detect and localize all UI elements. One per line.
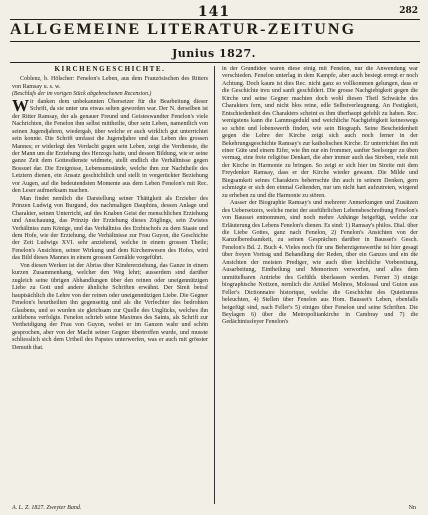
section-title: KIRCHENGESCHICHTE. bbox=[54, 66, 166, 73]
issue-number: 141 bbox=[197, 4, 231, 20]
right-column bbox=[222, 66, 418, 504]
paragraph: Wir danken dem unbekannten Übersetzer für die Bearbeitung dieser Schrift, da sie unter uns etwas selten geworden war. Der N. derselben ist der Ritter Ramsay, der als genauer Freund und Geisteswandter Fenelon's viele Nachrichten, die Fenelon ihm selbst mittheilte, über sein Leben, namentlich von seinen Jugendjahren, wiedergab, über welche er auch wirklich gut unterrichtet sein konnte. Die Schrift umfasst die Jugendjahre und das Leben des grossen Mannes; er widerlegt den Verdacht gegen sein Leben, zeigt die Verdienste, die der Mann um die Erziehung des Herzogs hatte, und dessen Bildung, wie er seine ganze Zeit dem Gottesdienste widmete, stellt endlich die Verhältnisse gegen Bossuet dar. Die Ereignisse, Lebensumstände, welche ihm zur Nachtheile des Letztern dienen, ein Ansatz geschichtlich und stellt in vorgerückter Beziehung vor Augen, auf die bedeutendsten Momente aus dem Leben Fenelon's mit Rec. den Leser aufmerksam machen. bbox=[12, 95, 208, 195]
paragraph: Ausser der Biographie Ramsay's und mehrerer Anmerkungen und Zusätzen des Uebersetzers, welche meist der ausführlichen Lebensbeschreibung Fenelon's von Bausset entnommen, sind noch mehre Anhänge beigefügt, welche zur Erläuterung des Lebens Fenelon's dienen. Es sind: 1) Ramsay's philos. Dial. über die Liebe Gottes, ganz nach Fenelon, 2) Fenelon's Ansichten von der Kanzelberedsamkeit, zu seinen Gesprächen darüber in Bausset's Gesch. Fenelon's Bd. 2. Buch 4. Vieles noch für uns Beherzigenswerthe ist hier gesagt über freyen Vortrag und Behandlung der Reden, über ein Ganzes und ein die Ansichten der meisten Prediger, wie auch über kirchliche Vorbereitung, Ausarbeitung, Eintheilung und Memoriren verworfen, und alles dem unmittelbaren Antriebe des Gefühls überlassen werden. Ferner 3) einige biographische Notizen, nemlich die Artikel Molinos, Molossal und Guion aus Feller's Dictionnaire historique, welche die Geschichte des Quietismus beleuchten, 4) Stellen über Fenelon aus Hom. Bausset's Leben, ebenfalls beigefügt sind, nach Feller's 5) einiges über Fenelon und seine Schriften. Die Beylagen 6) über die Metropolitankirche in Cambray und 7) die Gedächtnissfeyer Fenelon's bbox=[222, 200, 418, 326]
masthead-rule bbox=[10, 41, 420, 42]
left-column bbox=[12, 66, 208, 504]
masthead-title: ALLGEMEINE LITERATUR-ZEITUNG bbox=[10, 21, 357, 38]
column-divider bbox=[214, 66, 215, 504]
top-rule bbox=[10, 19, 420, 20]
paragraph: Von diesen Werken ist der Abriss über Kindererziehung, das Ganze in einem kurzen Zusammenhang, welcher den Weg lehrt; ausserdem sind darüber zugleich seine übrigen Abhandlungen über den reinen oder uneigennützigen Liebe zu Gott und andere ähnliche Schriften erwähnt. Der Streit betraf hauptsächlich die Lehre von der reinen oder uneigennützigen Liebe. Die Gegner Fenelon's beurtheilten ihn gegenseitig und als die Verfechter des bedrohten Glaubens, und so wurden sie gleichsam zur Quelle des Unglücks, welches ihn zeitlebens verfolgte. Fenelon schrieb seine Maximes des Saints, als Schrift zur Vertheidigung der Frau von Guyon, wobei er im Ganzen wahr und schön gesprochen, aber von der Macht seiner Gegner übertroffen wurde, und musste schliesslich sich dem Urtheil des Papstes unterwerfen, was er auch mit grösster Demuth that. bbox=[12, 262, 208, 351]
catchword: Nn bbox=[408, 505, 416, 511]
continuation-note: (Beschlufs der im vorigen Stück abgebrochenen Recension.) bbox=[12, 91, 152, 98]
imprint: Coblenz, b. Hölscher: Fenelon's Leben, aus dem Französischen des Ritters von Ramsay u. s. w. bbox=[12, 76, 208, 90]
paragraph: in der Grundidee waren diese einig mit Fenelon, nur die Anwendung war verschieden. Fenelon unterlag in dem Kampfe, aber auch besiegt erregt er noch Achtung. Doch kaum ist dies Rec. nicht ganz so vollkommen gelungen, dass er die Geschichte treu und sanft geschildert. Die grosse Nachgiebigkeit gegen die Kirche und seine Gegner machten doch wohl diesen Theil Schwäche des Charakters fern, und nicht blos reine, edle Selbstverleugnung. An Festigkeit, Entschiedenheit des Charakters scheint es ihm überhaupt gefehlt zu haben. Rec. wenigstens kann die Lammsgeduld und weichliche Nachgiebigkeit keineswegs so schön und lobenswerth finden, wie sein Biograph. Seine Bescheidenheit gegen die Lehre der Kirche zeigt sich auch noch ferner in der Bekehrungsgeschichte Ramsay's zur katholischen Kirche. Er unterrichtet ihn mit einer Güte und einem Eifer, wie ihn nur ein frommer, sanfter Seelsorger zu üben vermag, eine freie religiöse Denkart, die aber immer auch das Streben, viele mit der Kirche in Harmonie zu bringen. So zeigt er sich hier im Streite mit dem Freydenker Ramsay, dass er der Kirche wieder gewann. Die Milde und Biegsamkeit seines Charakters beherrschte ihn auch in seinem Denken, gern schmiegte er sich den einmal Geltenden, nur um nicht hart aufzutreten, wirgend zu erheben zu und die Harmonie zu stören. bbox=[222, 66, 418, 199]
issue-date: Junius 1827. bbox=[172, 47, 256, 60]
page-number: 282 bbox=[399, 6, 418, 16]
paragraph: Man findet nemlich die Darstellung seiner Thätigkeit als Erzieher des Prinzen Ludwig von Burgund, des nachmaligen Dauphins, dessen Anlage und Charakter, seinen Unterricht, auf des Knaben Geist der menschlichen Erziehung und Anschauung, das Prinzip der Erziehung dieses Zöglings, sein Zwistes Verhältniss zum Könige, und das Verhältniss des Erzbischofs zu dem Staate und dem Hofe, wie der Erziehung, die Verhältnisse zur Frau Guyon, die Geschichte der Zeit Ludwigs XVI. sehr anziehend, welche in einem grossen Theile; Fenelon's Ansichten, seiner Wirkung und dem Kirchenwesen des Hofes, wird das Bild dieses Mannes in einem grossen Gemälde vorgeführt. bbox=[12, 195, 208, 262]
date-rule bbox=[10, 62, 420, 63]
footer-signature: A. L. Z. 1827. Zweyter Band. bbox=[12, 505, 82, 511]
